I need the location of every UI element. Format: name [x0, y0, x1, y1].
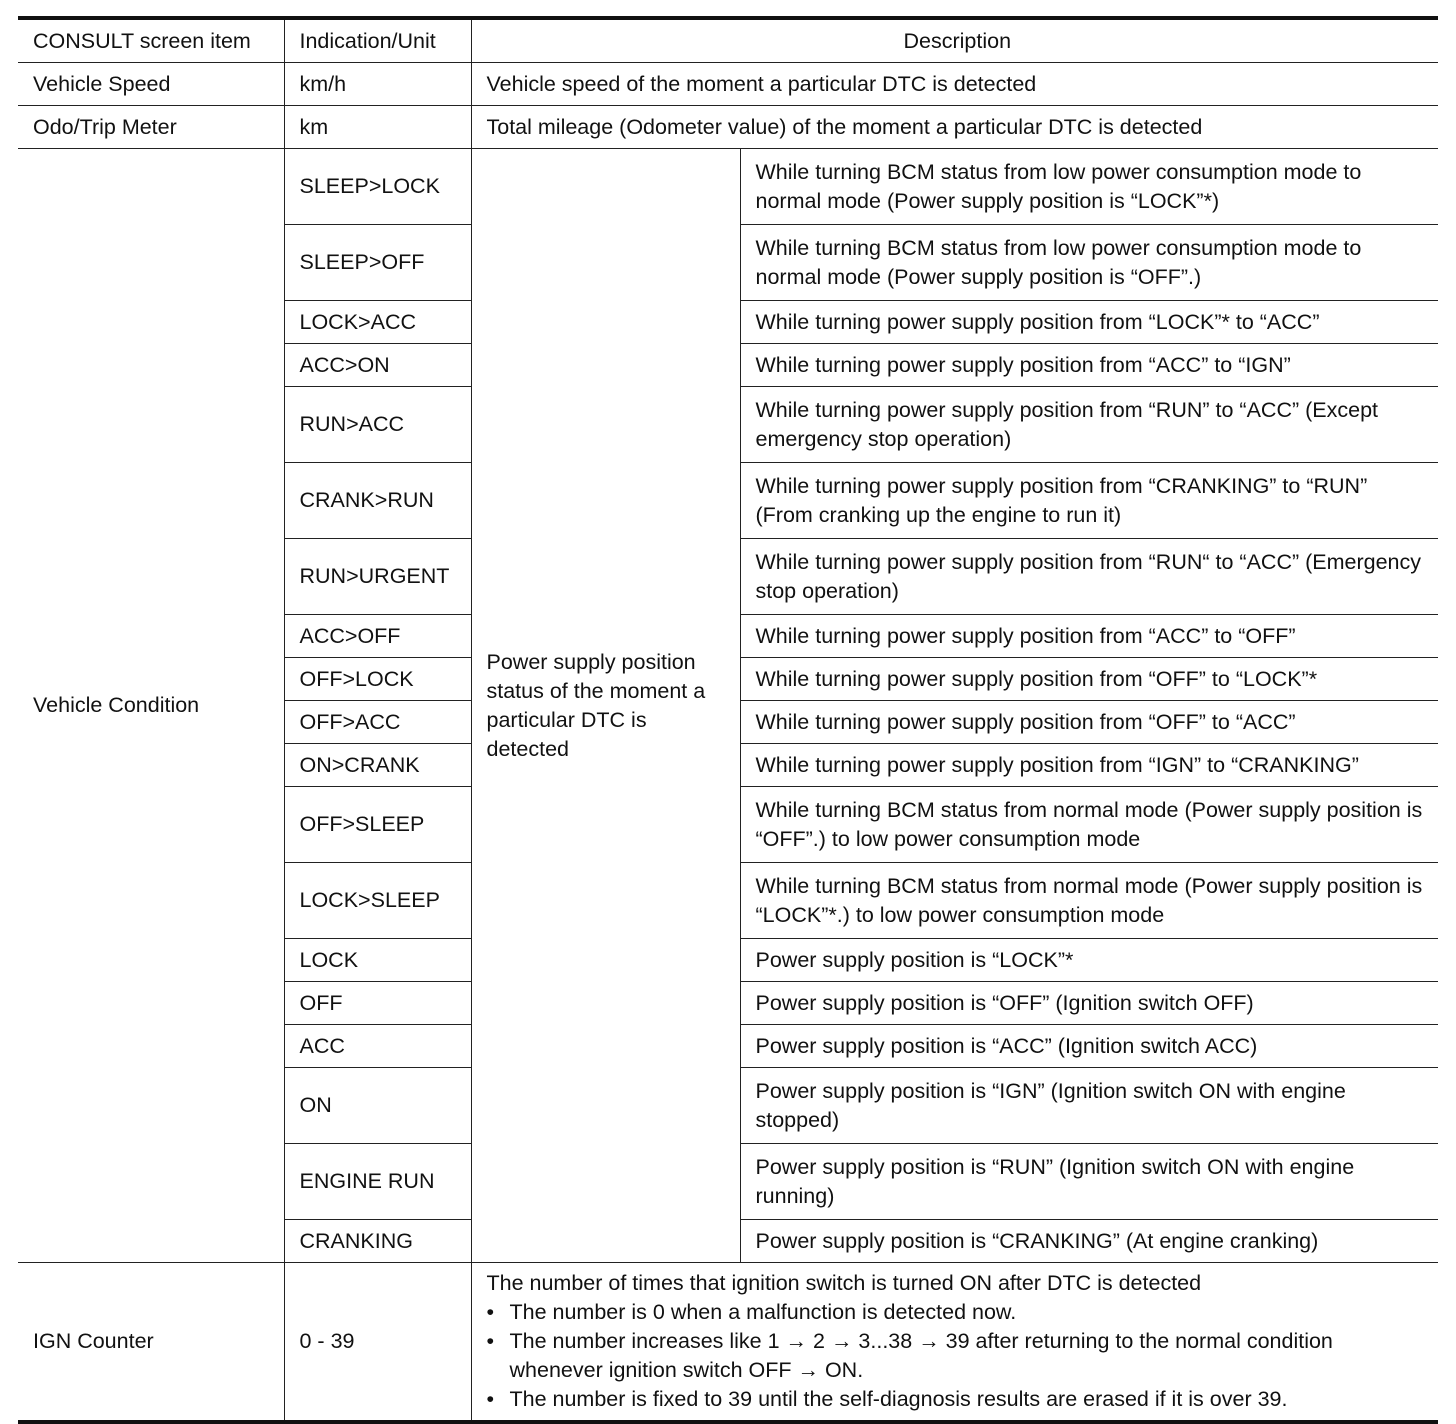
condition-description: Power supply position is “CRANKING” (At engine cranking): [740, 1220, 1438, 1263]
condition-indication: LOCK>SLEEP: [284, 863, 471, 939]
ign-counter-bullet: • The number is 0 when a malfunction is detected now.: [487, 1298, 1429, 1327]
ign-counter-bullet: • The number is fixed to 39 until the self-diagnosis results are erased if it is over 39.: [487, 1385, 1429, 1414]
table-row-odo-trip-meter: [18, 106, 1438, 149]
condition-description: Power supply position is “RUN” (Ignition switch ON with engine running): [740, 1144, 1438, 1220]
condition-indication: CRANKING: [284, 1220, 471, 1263]
condition-indication: OFF>LOCK: [284, 658, 471, 701]
table-header-row: [18, 18, 1438, 63]
consult-data-table: [18, 16, 1438, 1424]
condition-description: While turning BCM status from normal mode (Power supply position is “LOCK”*.) to low power consumption mode: [740, 863, 1438, 939]
header-consult-screen-item: CONSULT screen item: [18, 18, 284, 63]
vehicle-condition-status-description: Power supply position status of the moment a particular DTC is detected: [471, 149, 740, 1263]
condition-indication: SLEEP>LOCK: [284, 149, 471, 225]
vehicle-speed-description: Vehicle speed of the moment a particular DTC is detected: [471, 63, 1438, 106]
condition-description: Power supply position is “OFF” (Ignition switch OFF): [740, 982, 1438, 1025]
table-row-condition: [18, 149, 1438, 225]
ign-counter-description: [471, 1263, 1438, 1423]
ign-counter-bullet-list: [487, 1298, 1429, 1414]
condition-description: While turning power supply position from “CRANKING” to “RUN” (From cranking up the engine to run it): [740, 463, 1438, 539]
odo-trip-description: Total mileage (Odometer value) of the moment a particular DTC is detected: [471, 106, 1438, 149]
vehicle-speed-unit: km/h: [284, 63, 471, 106]
condition-indication: ACC: [284, 1025, 471, 1068]
vehicle-condition-item: Vehicle Condition: [18, 149, 284, 1263]
condition-indication: ACC>OFF: [284, 615, 471, 658]
condition-description: While turning power supply position from “RUN“ to “ACC” (Emergency stop operation): [740, 539, 1438, 615]
condition-indication: OFF>SLEEP: [284, 787, 471, 863]
condition-indication: SLEEP>OFF: [284, 225, 471, 301]
condition-description: Power supply position is “ACC” (Ignition switch ACC): [740, 1025, 1438, 1068]
ign-counter-intro: The number of times that ignition switch is turned ON after DTC is detected: [486, 1271, 1202, 1295]
condition-description: Power supply position is “LOCK”*: [740, 939, 1438, 982]
condition-description: While turning power supply position from “LOCK”* to “ACC”: [740, 301, 1438, 344]
odo-trip-unit: km: [284, 106, 471, 149]
ign-counter-unit: 0 - 39: [284, 1263, 471, 1423]
condition-indication: OFF: [284, 982, 471, 1025]
condition-indication: LOCK: [284, 939, 471, 982]
ign-counter-bullet: • The number increases like 1 → 2 → 3...38 → 39 after returning to the normal condition whenever ignition switch OFF → ON.: [487, 1327, 1429, 1385]
condition-description: While turning power supply position from “OFF” to “ACC”: [740, 701, 1438, 744]
odo-trip-item: Odo/Trip Meter: [18, 106, 284, 149]
condition-description: While turning BCM status from normal mode (Power supply position is “OFF”.) to low power consumption mode: [740, 787, 1438, 863]
condition-description: While turning power supply position from “RUN” to “ACC” (Except emergency stop operation): [740, 387, 1438, 463]
condition-indication: ON: [284, 1068, 471, 1144]
ign-counter-item: IGN Counter: [18, 1263, 284, 1423]
condition-description: While turning BCM status from low power consumption mode to normal mode (Power supply position is “LOCK”*): [740, 149, 1438, 225]
condition-description: While turning power supply position from “IGN” to “CRANKING”: [740, 744, 1438, 787]
condition-indication: RUN>URGENT: [284, 539, 471, 615]
header-indication-unit: Indication/Unit: [284, 18, 471, 63]
table-row-vehicle-speed: [18, 63, 1438, 106]
condition-indication: ENGINE RUN: [284, 1144, 471, 1220]
vehicle-speed-item: Vehicle Speed: [18, 63, 284, 106]
condition-description: While turning power supply position from “ACC” to “IGN”: [740, 344, 1438, 387]
condition-indication: OFF>ACC: [284, 701, 471, 744]
condition-indication: ACC>ON: [284, 344, 471, 387]
condition-description: While turning power supply position from “ACC” to “OFF”: [740, 615, 1438, 658]
table-row-ign-counter: [18, 1263, 1438, 1423]
condition-indication: LOCK>ACC: [284, 301, 471, 344]
condition-description: While turning BCM status from low power consumption mode to normal mode (Power supply position is “OFF”.): [740, 225, 1438, 301]
condition-indication: CRANK>RUN: [284, 463, 471, 539]
condition-indication: RUN>ACC: [284, 387, 471, 463]
condition-indication: ON>CRANK: [284, 744, 471, 787]
condition-description: While turning power supply position from “OFF” to “LOCK”*: [740, 658, 1438, 701]
header-description: Description: [471, 18, 1438, 63]
condition-description: Power supply position is “IGN” (Ignition switch ON with engine stopped): [740, 1068, 1438, 1144]
